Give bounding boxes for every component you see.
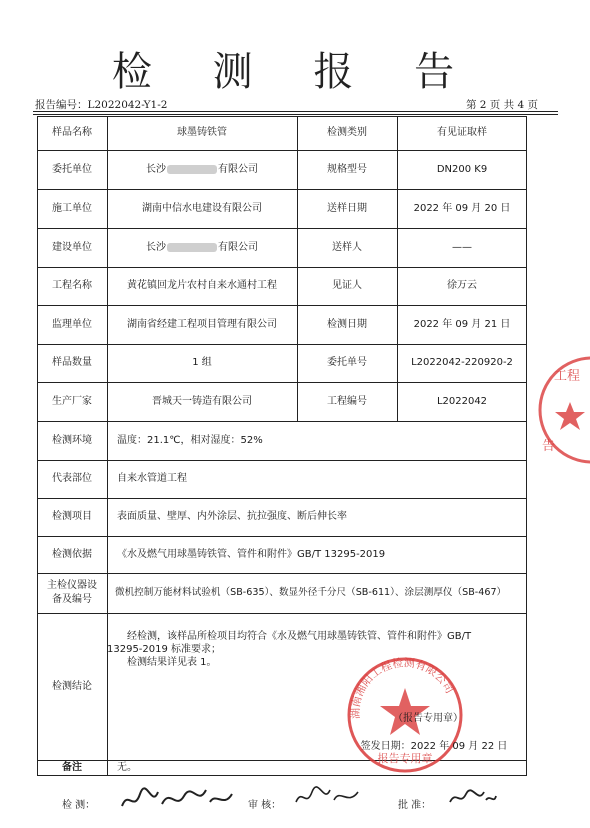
approver-signature [446, 786, 498, 810]
stamp-org-text: 湖南湘阳工程检测有限公司 [348, 656, 457, 719]
builder-prefix: 长沙 [146, 241, 166, 253]
builder-value [107, 228, 297, 267]
conclusion-line2: 13295-2019 标准要求； [107, 644, 222, 655]
sample-name-label: 样品名称 [52, 127, 92, 138]
conclusion-line1: 经检测，该样品所检项目均符合《水及燃气用球墨铸铁管、管件和附件》GB/T [127, 631, 472, 642]
tester-signature [118, 782, 238, 816]
test-date-label: 检测日期 [327, 318, 367, 330]
basis-value: 《水及燃气用球墨铸铁管、管件和附件》GB/T 13295-2019 [117, 548, 386, 560]
items-label: 检测项目 [52, 511, 92, 522]
header-rule [33, 111, 558, 112]
test-category-label: 检测类别 [327, 127, 367, 138]
edge-stamp [530, 350, 590, 470]
order-no-label: 委托单号 [327, 357, 367, 368]
quantity-value: 1 组 [192, 357, 212, 368]
manufacturer-value: 晋城天一铸造有限公司 [152, 395, 252, 407]
conclusion-label: 检测结论 [52, 680, 92, 692]
tester-label: 检 测： [62, 800, 96, 811]
spec-value: DN200 K9 [436, 163, 488, 175]
manufacturer-label: 生产厂家 [52, 395, 92, 407]
project-name-value: 黄花镇回龙片农村自来水通村工程 [127, 280, 277, 291]
redaction-blur [167, 243, 217, 252]
test-date-value: 2022 年 09 月 21 日 [413, 318, 511, 330]
client-label: 委托单位 [52, 163, 92, 175]
issue-date: 签发日期：2022 年 09 月 22 日 [360, 741, 508, 752]
reviewer-signature [292, 782, 362, 812]
approver-label: 批 准： [398, 800, 432, 811]
instruments-value: 微机控制万能材料试验机（SB-635）、数显外径千分尺（SB-611）、涂层测厚仪（SB-467） [115, 587, 507, 598]
project-name-label: 工程名称 [52, 280, 92, 291]
send-date-value: 2022 年 09 月 20 日 [413, 202, 511, 214]
reviewer-label: 审 核： [248, 800, 282, 811]
client-suffix: 有限公司 [218, 163, 258, 175]
items-value: 表面质量、壁厚、内外涂层、抗拉强度、断后伸长率 [117, 511, 347, 522]
test-category-value: 有见证取样 [437, 127, 487, 138]
instruments-label-line1: 主检仪器设 [47, 580, 97, 591]
client-prefix: 长沙 [146, 163, 166, 175]
row-divider [37, 613, 527, 614]
spec-label: 规格型号 [327, 163, 367, 175]
environment-label: 检测环境 [52, 434, 92, 446]
send-date-label: 送样日期 [327, 202, 367, 214]
edge-stamp-text-1: 工程 [554, 369, 581, 384]
project-no-value: L2022042 [436, 395, 488, 407]
builder-suffix: 有限公司 [218, 241, 258, 253]
sender-value: —— [452, 241, 472, 253]
edge-stamp-text-2: 告 [542, 439, 556, 454]
client-value [107, 150, 297, 189]
supervisor-label: 监理单位 [52, 318, 92, 330]
builder-label: 建设单位 [52, 241, 92, 253]
conclusion-line3: 检测结果详见表 1。 [127, 657, 217, 668]
header-rule-2 [33, 114, 558, 115]
page-indicator: 第 2 页 共 4 页 [465, 99, 538, 111]
constructor-value: 湖南中信水电建设有限公司 [142, 202, 262, 214]
report-title: 检 测 报 告 [111, 49, 479, 95]
instruments-label [37, 573, 107, 613]
report-number: 报告编号：L2022042-Y1-2 [35, 99, 168, 111]
basis-label: 检测依据 [52, 548, 92, 560]
witness-value: 徐万云 [447, 280, 477, 291]
witness-label: 见证人 [332, 280, 362, 291]
stamp-note: （报告专用章） [393, 713, 463, 724]
order-no-value: L2022042-220920-2 [411, 357, 513, 368]
quantity-label: 样品数量 [52, 357, 92, 368]
location-value: 自来水管道工程 [117, 473, 187, 484]
constructor-label: 施工单位 [52, 202, 92, 214]
location-label: 代表部位 [52, 473, 92, 484]
instruments-label-line2: 备及编号 [52, 594, 92, 605]
remark-value: 无。 [117, 762, 137, 773]
redaction-blur [167, 165, 217, 174]
sender-label: 送样人 [332, 241, 362, 253]
environment-value: 温度：21.1℃，相对湿度：52% [117, 434, 263, 446]
project-no-label: 工程编号 [327, 395, 367, 407]
remark-label: 备注 [62, 762, 82, 773]
supervisor-value: 湖南省经建工程项目管理有限公司 [127, 318, 277, 330]
sample-name-value: 球墨铸铁管 [177, 127, 227, 138]
stamp-sub-text: 报告专用章 [377, 752, 433, 765]
